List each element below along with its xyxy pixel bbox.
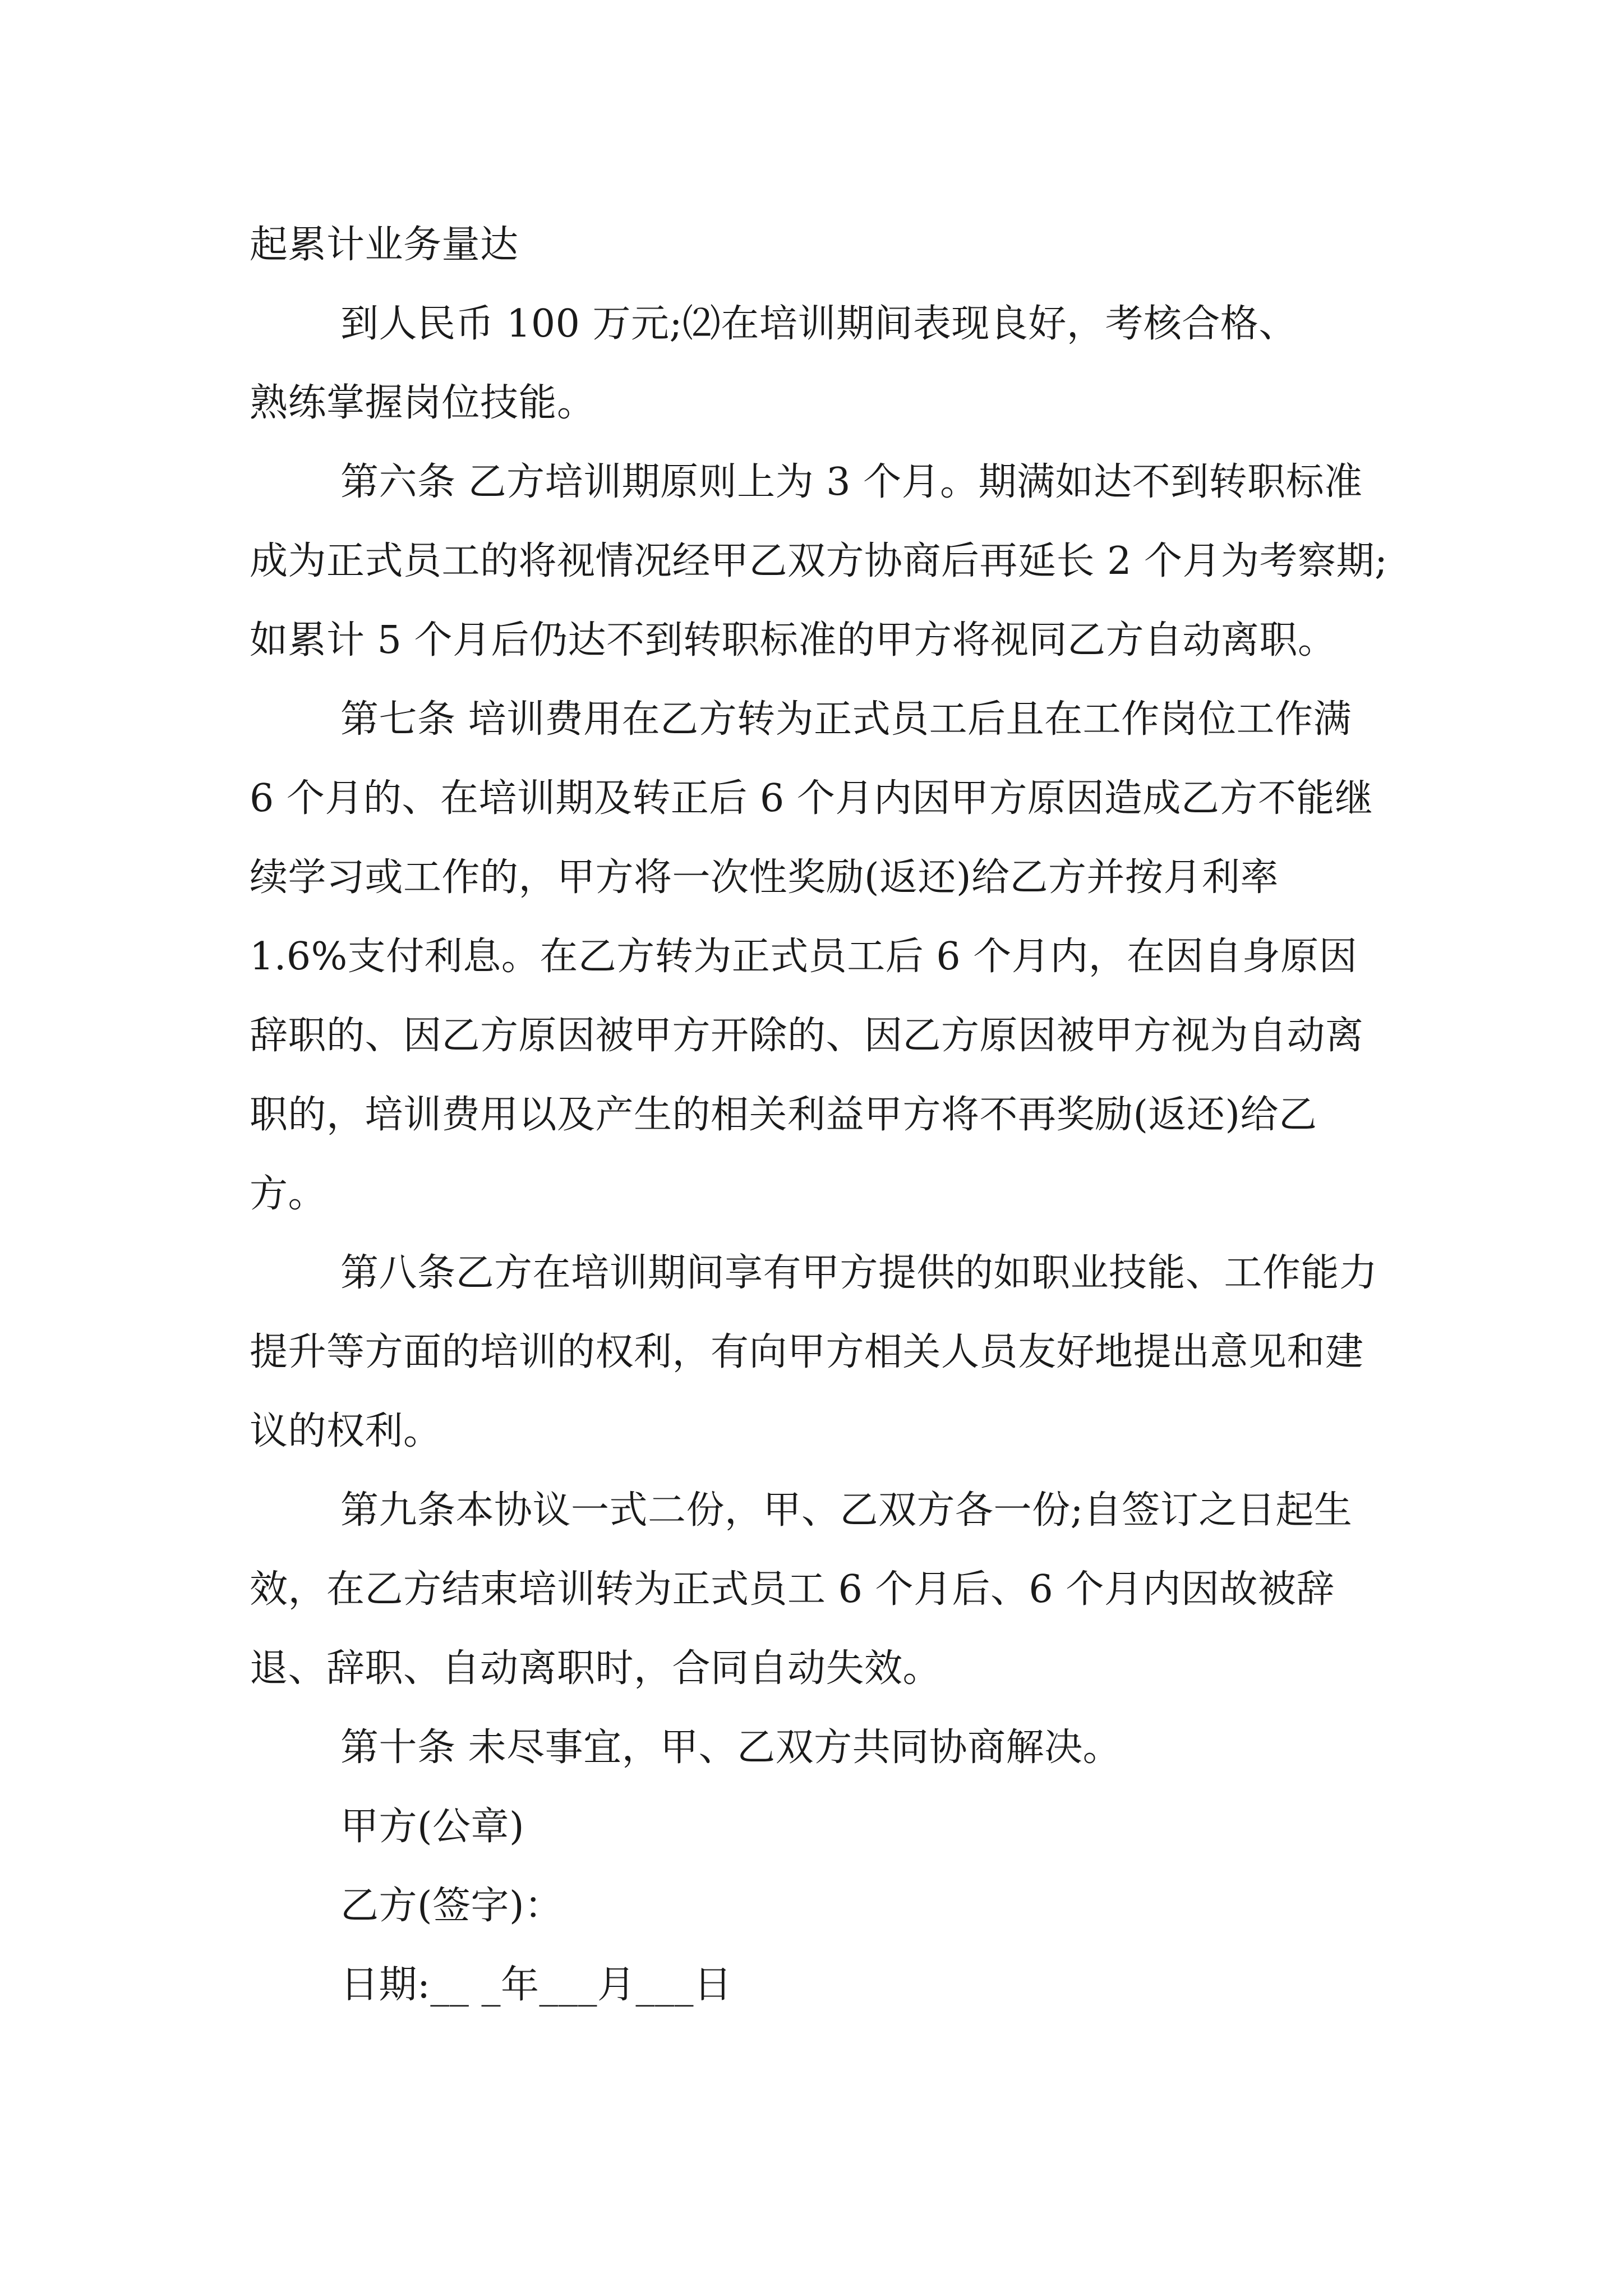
party-b-signature: 乙方(签字)： [340,1884,563,1928]
paragraph-continuation: 起累计业务量达 [250,223,519,267]
paragraph-continuation-3: 熟练掌握岗位技能。 [250,381,596,425]
party-a-seal: 甲方(公章) [340,1805,525,1849]
date-line: 日期:__ _年___月___日 [340,1963,732,2007]
article-9: 第九条本协议一式二份，甲、乙双方各一份;自签订之日起生效，在乙方结束培训转为正式员工 6 个月后、6 个月内因故被辞退、辞职、自动离职时，合同自动失效。 [250,1488,1353,1691]
paragraph-continuation-2: 到人民币 100 万元;⑵在培训期间表现良好，考核合格、 [340,302,1297,346]
article-6: 第六条 乙方培训期原则上为 3 个月。期满如达不到转职标准成为正式员工的将视情况经甲乙双方协商后再延长 2 个月为考察期;如累计 5 个月后仍达不到转职标准的甲方将视同乙方自动离职。 [250,460,1388,662]
article-10: 第十条 未尽事宜，甲、乙双方共同协商解决。 [340,1726,1122,1770]
article-7: 第七条 培训费用在乙方转为正式员工后且在工作岗位工作满 6 个月的、在培训期及转正后 6 个月内因甲方原因造成乙方不能继续学习或工作的，甲方将一次性奖励(返还)给乙方并按月利率 1.6%支付利息。在乙方转为正式员工后 6 个月内，在因自身原因辞职的、因乙方原因被甲方开除的、因乙方原因被甲方视为自动离职的，培训费用以及产生的相关利益甲方将不再奖励(返还)给乙方。 [250,697,1373,1216]
article-8: 第八条乙方在培训期间享有甲方提供的如职业技能、工作能力提升等方面的培训的权利，有向甲方相关人员友好地提出意见和建议的权利。 [250,1251,1378,1453]
document-body [250,205,1388,2024]
